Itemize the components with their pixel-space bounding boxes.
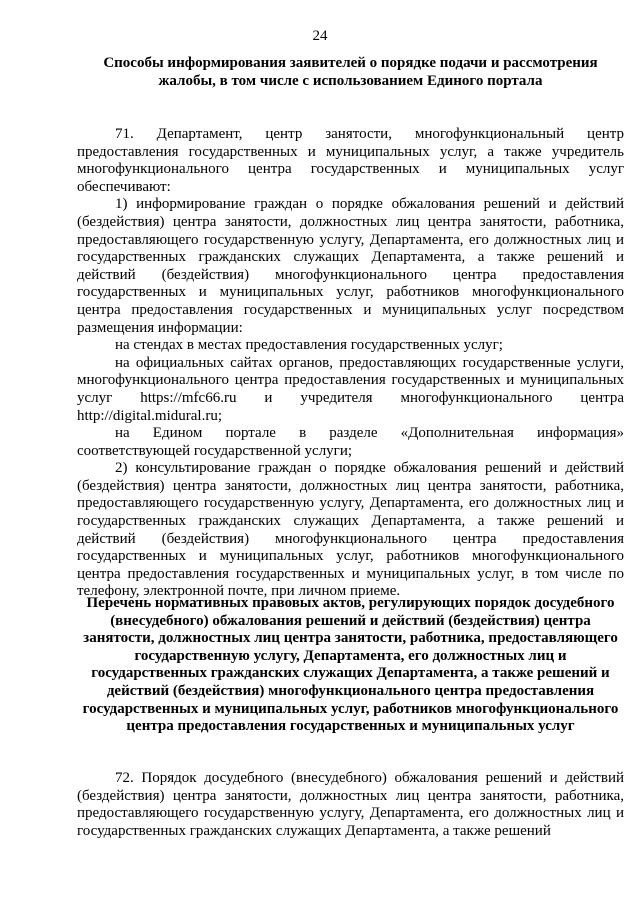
paragraph-71-stands: на стендах в местах предоставления государственных услуг; (115, 337, 503, 354)
paragraph-71-item-2: 2) консультирование граждан о порядке обжалования решений и действий (бездействия) центра занятости, должностных лиц центра занятости, работника, предоставляющего государственную услугу, Департамента, его должностных лиц и государственных гражданских служащих Департамента, а также решений и действий (бездействия) многофункционального центра предоставления государственных и муниципальных услуг, работников многофункционального центра предоставления государственных и муниципальных услуг, в том числе по телефону, электронной почте, при личном приеме. (77, 460, 624, 600)
section-72 (77, 770, 624, 840)
paragraph-71-portal: на Едином портале в разделе «Дополнительная информация» соответствующей государственной услуги; (77, 425, 624, 459)
section-71 (77, 126, 624, 601)
paragraph-71-intro: 71. Департамент, центр занятости, многофункциональный центр предоставления государственных и муниципальных услуг, а также учредитель многофункционального центра государственных и муниципальных услуг обеспечивают: (77, 126, 624, 195)
section-heading-legal-acts: Перечень нормативных правовых актов, регулирующих порядок досудебного (внесудебного) обжалования решений и действий (бездействия) центра занятости, должностных лиц центра занятости, работника, предоставляющего государственную услугу, Департамента, его должностных лиц и государственных гражданских служащих Департамента, а также решений и действий (бездействия) многофункционального центра предоставления государственных и муниципальных услуг, работников многофункционального центра предоставления государственных и муниципальных услуг (82, 595, 619, 735)
paragraph-71-websites: на официальных сайтах органов, предоставляющих государственные услуги, многофункционального центра предоставления государственных и муниципальных услуг https://mfc66.ru и учредителя многофункционального центра http://digital.midural.ru; (77, 354, 624, 424)
page-number: 24 (312, 28, 328, 44)
section-heading-complaint-info: Способы информирования заявителей о порядке подачи и рассмотрения жалобы, в том числе с использованием Единого портала (103, 55, 598, 89)
paragraph-72: 72. Порядок досудебного (внесудебного) обжалования решений и действий (бездействия) центра занятости, должностных лиц центра занятости, работника, предоставляющего государственную услугу, Департамента, его должностных лиц и государственных гражданских служащих Департамента, а также решений (77, 770, 624, 839)
paragraph-71-item-1: 1) информирование граждан о порядке обжалования решений и действий (бездействия) центра занятости, должностных лиц центра занятости, работника, предоставляющего государственную услугу, Департамента, его должностных лиц и государственных гражданских служащих Департамента, а также решений и действий (бездействия) многофункционального центра предоставления государственных и муниципальных услуг, работников многофункционального центра предоставления государственных и муниципальных услуг посредством размещения информации: (77, 196, 624, 336)
